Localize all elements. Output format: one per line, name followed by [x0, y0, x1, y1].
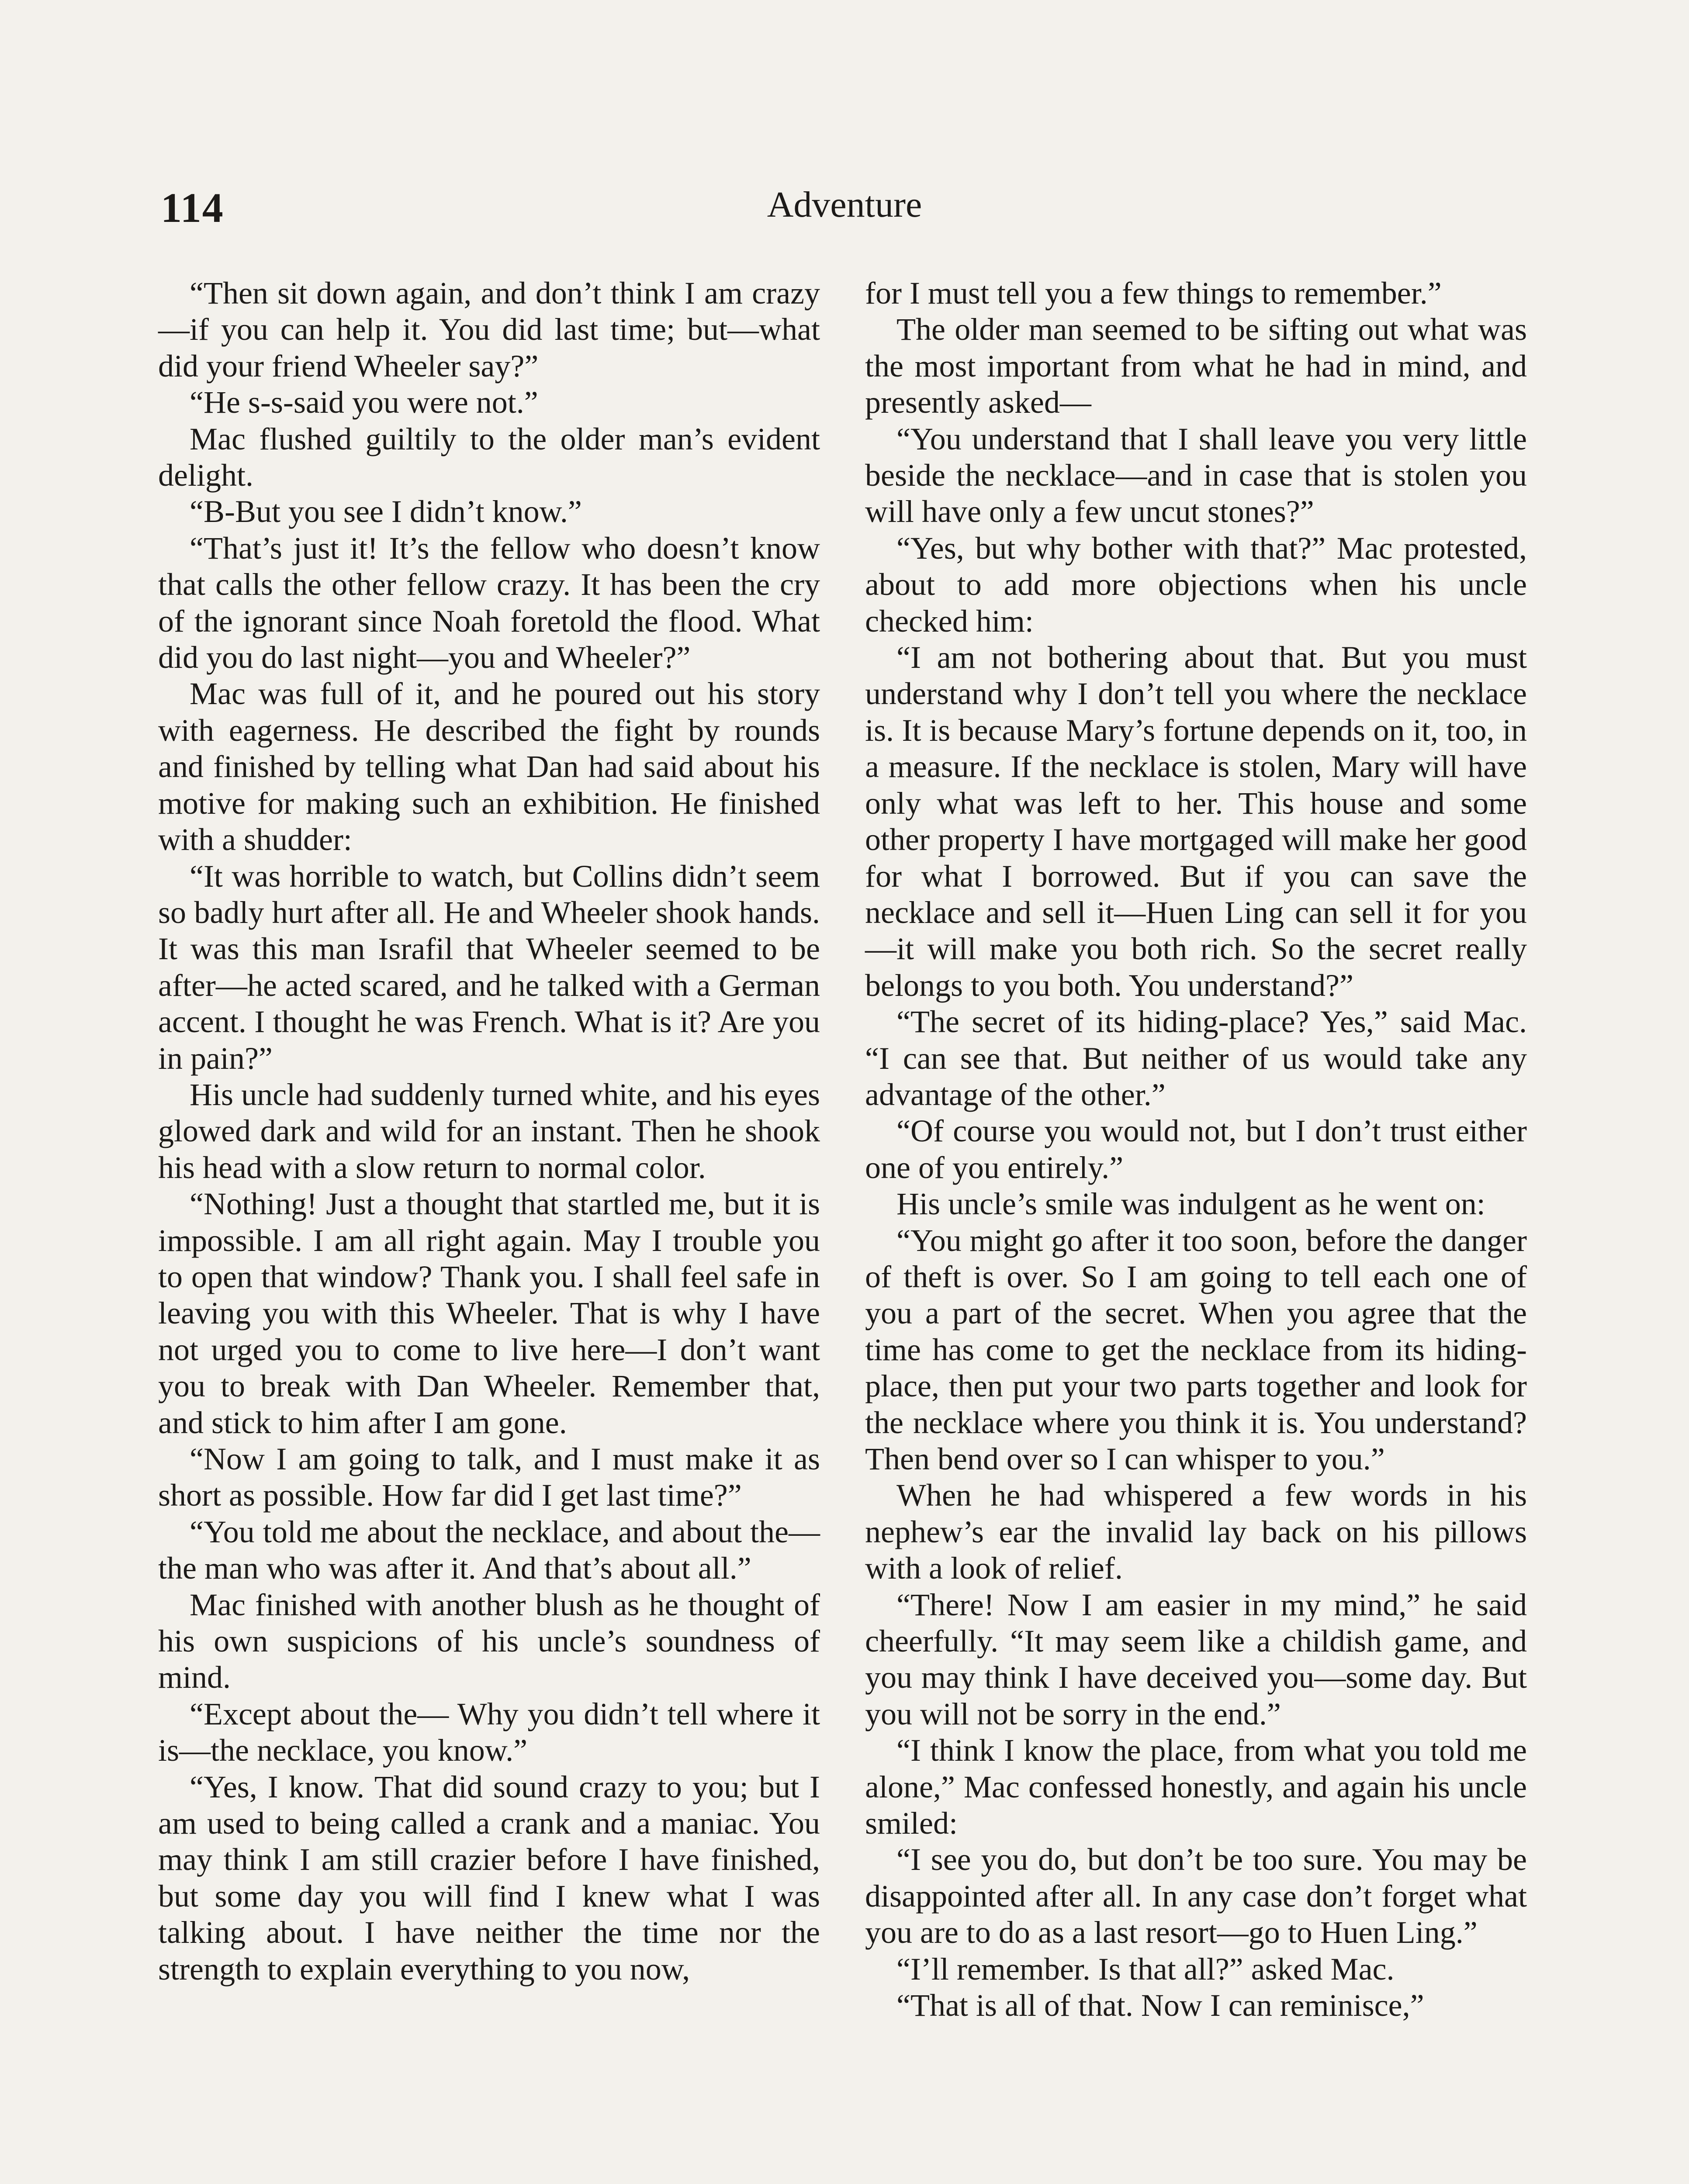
paragraph: His uncle had suddenly turned white, and his eyes glowed dark and wild for an instant. Then he shook his head with a slow return to normal color.	[158, 1077, 820, 1185]
paragraph: “You might go after it too soon, before the danger of theft is over. So I am going to tell each one of you a part of the secret. When you agree that the time has come to get the necklace from its hiding-place, then put your two parts together and look for the necklace where you think it is. You understand? Then bend over so I can whisper to you.”	[865, 1223, 1527, 1476]
page-header	[0, 183, 1689, 236]
paragraph: “Now I am going to talk, and I must make it as short as possible. How far did I get last time?”	[158, 1441, 820, 1513]
paragraph: “Then sit down again, and don’t think I am crazy—if you can help it. You did last time; but—what did your friend Wheeler say?”	[158, 276, 820, 384]
paragraph: “I’ll remember. Is that all?” asked Mac.	[896, 1951, 1395, 1987]
paragraph: Mac was full of it, and he poured out his story with eagerness. He described the fight by rounds and finished by telling what Dan had said about his motive for making such an exhibition. He finished with a shudder:	[158, 676, 820, 857]
paragraph: Mac flushed guiltily to the older man’s evident delight.	[158, 421, 820, 493]
paragraph: “He s-s-said you were not.”	[190, 385, 538, 420]
paragraph: “There! Now I am easier in my mind,” he said cheerfully. “It may seem like a childish game, and you may think I have deceived you—some day. But you will not be sorry in the end.”	[865, 1587, 1527, 1731]
paragraph: “Yes, I know. That did sound crazy to you; but I am used to being called a crank and a maniac. You may think I am still crazier before I have finished, but some day you will find I knew what I was talking about. I have neither the time nor the strength to explain everything to you now,	[158, 1769, 820, 1987]
running-title: Adventure	[767, 184, 922, 225]
paragraph: The older man seemed to be sifting out what was the most important from what he had in mind, and presently asked—	[865, 312, 1527, 420]
paragraph: “You understand that I shall leave you very little beside the necklace—and in case that is stolen you will have only a few uncut stones?”	[865, 421, 1527, 529]
left-column	[158, 275, 820, 1987]
paragraph: “Except about the— Why you didn’t tell where it is—the necklace, you know.”	[158, 1696, 820, 1768]
paragraph: When he had whispered a few words in his nephew’s ear the invalid lay back on his pillows with a look of relief.	[865, 1478, 1527, 1586]
paragraph: “It was horrible to watch, but Collins didn’t seem so badly hurt after all. He and Wheeler shook hands. It was this man Israfil that Wheeler seemed to be after—he acted scared, and he talked with a German accent. I thought he was French. What is it? Are you in pain?”	[158, 858, 820, 1076]
paragraph: “The secret of its hiding-place? Yes,” said Mac. “I can see that. But neither of us would take any advantage of the other.”	[865, 1004, 1527, 1112]
paragraph: “I am not bothering about that. But you must understand why I don’t tell you where the necklace is. It is because Mary’s fortune depends on it, too, in a measure. If the necklace is stolen, Mary will have only what was left to her. This house and some other property I have mortgaged will make her good for what I borrowed. But if you can save the necklace and sell it—Huen Ling can sell it for you—it will make you both rich. So the secret really belongs to you both. You understand?”	[865, 640, 1527, 1003]
paragraph: Mac finished with another blush as he thought of his own suspicions of his uncle’s soundness of mind.	[158, 1587, 820, 1695]
right-column	[865, 275, 1527, 2024]
paragraph: “You told me about the necklace, and about the—the man who was after it. And that’s about all.”	[158, 1514, 820, 1586]
paragraph: “I think I know the place, from what you told me alone,” Mac confessed honestly, and again his uncle smiled:	[865, 1733, 1527, 1841]
paragraph: His uncle’s smile was indulgent as he went on:	[896, 1186, 1485, 1222]
paragraph: “That’s just it! It’s the fellow who doesn’t know that calls the other fellow crazy. It has been the cry of the ignorant since Noah foretold the flood. What did you do last night—you and Wheeler?”	[158, 530, 820, 675]
continued-paragraph: for I must tell you a few things to remember.”	[865, 276, 1442, 311]
paragraph: “Yes, but why bother with that?” Mac protested, about to add more objections when his uncle checked him:	[865, 530, 1527, 639]
paragraph: “B-But you see I didn’t know.”	[190, 494, 582, 529]
paragraph: “That is all of that. Now I can reminisce,”	[896, 1988, 1424, 2023]
page-number: 114	[161, 184, 224, 231]
paragraph: “Of course you would not, but I don’t trust either one of you entirely.”	[865, 1113, 1527, 1185]
paragraph: “Nothing! Just a thought that startled me, but it is impossible. I am all right again. May I trouble you to open that window? Thank you. I shall feel safe in leaving you with this Wheeler. That is why I have not urged you to come to live here—I don’t want you to break with Dan Wheeler. Remember that, and stick to him after I am gone.	[158, 1186, 820, 1440]
paragraph: “I see you do, but don’t be too sure. You may be disappointed after all. In any case don’t forget what you are to do as a last resort—go to Huen Ling.”	[865, 1842, 1527, 1950]
